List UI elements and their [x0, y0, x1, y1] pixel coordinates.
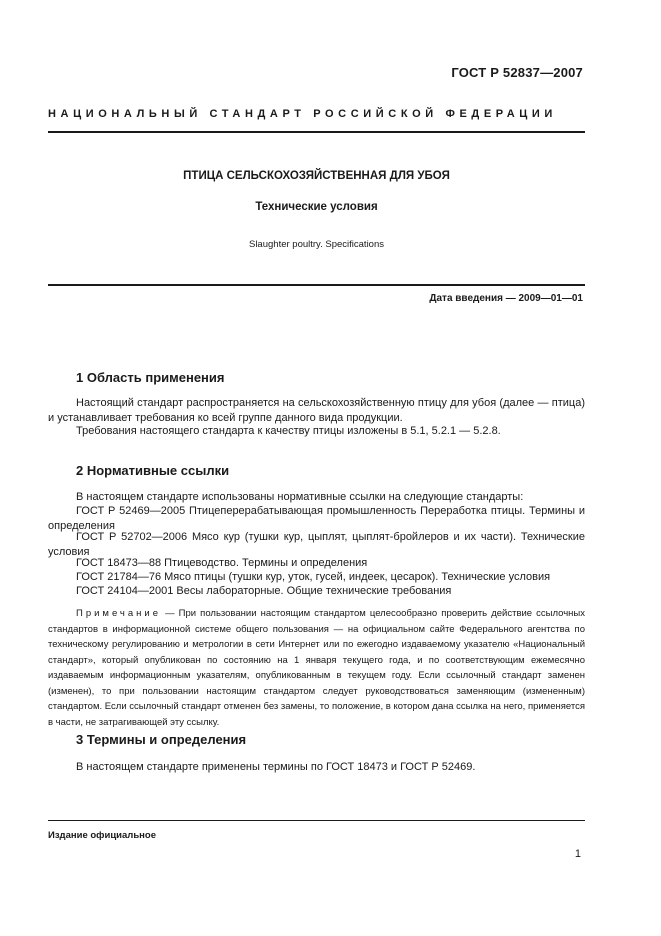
section-2-heading: 2 Нормативные ссылки	[76, 463, 230, 478]
note-label: Примечание	[76, 608, 161, 619]
section-1-paragraph-2-text: Требования настоящего стандарта к качеству птицы изложены в 5.1, 5.2.1 — 5.2.8.	[76, 425, 501, 437]
reference-item	[48, 570, 585, 585]
reference-item-text: ГОСТ 18473—88 Птицеводство. Термины и определения	[76, 557, 368, 569]
section-1-paragraph-1-text: Настоящий стандарт распространяется на сельскохозяйственную птицу для убоя (далее — птица) и устанавливает требования ко всей группе данного вида продукции.	[48, 397, 585, 424]
section-3-paragraph-1-text: В настоящем стандарте применены термины по ГОСТ 18473 и ГОСТ Р 52469.	[76, 761, 476, 773]
section-3-paragraph-1	[48, 760, 585, 775]
section-3-heading: 3 Термины и определения	[76, 732, 247, 747]
section-2-intro	[48, 490, 585, 505]
section-2-note	[48, 606, 585, 730]
reference-item	[48, 584, 585, 599]
top-divider	[48, 131, 585, 133]
national-standard-banner: НАЦИОНАЛЬНЫЙ СТАНДАРТ РОССИЙСКОЙ ФЕДЕРАЦИИ	[48, 108, 557, 120]
section-1-heading: 1 Область применения	[76, 370, 225, 385]
standard-subtitle: Технические условия	[255, 201, 378, 213]
reference-item-text: ГОСТ 21784—76 Мясо птицы (тушки кур, уток, гусей, индеек, цесарок). Технические условия	[76, 571, 551, 583]
note-text: — При пользовании настоящим стандартом целесообразно проверить действие ссылочных стандартов в информационной системе общего пользования — на официальном сайте Федерального агентства по техническому регулированию и метрологии в сети Интернет или по ежегодно издаваемому указателю «Национальный стандарт», который опубликован по состоянию на 1 января текущего года, и по соответствующим ежемесячно издаваемым информационным указателям, опубликованным в текущем году. Если ссылочный стандарт заменен (изменен), то при пользовании настоящим стандартом следует руководствоваться заменяющим (измененным) стандартом. Если ссылочный стандарт отменен без замены, то положение, в котором дана ссылка на него, применяется в части, не затрагивающей эту ссылку.	[48, 608, 585, 728]
section-2-intro-text: В настоящем стандарте использованы нормативные ссылки на следующие стандарты:	[76, 491, 524, 503]
english-title: Slaughter poultry. Specifications	[248, 239, 384, 250]
introduction-date: Дата введения — 2009—01—01	[429, 293, 583, 304]
section-1-paragraph-2	[48, 424, 585, 439]
official-edition-label: Издание официальное	[48, 830, 156, 841]
section-1-paragraph-1	[48, 396, 585, 426]
footer-divider	[48, 820, 585, 821]
document-code: ГОСТ Р 52837—2007	[451, 65, 583, 80]
reference-item	[48, 556, 585, 571]
page-number: 1	[574, 848, 581, 860]
reference-item-text: ГОСТ Р 52702—2006 Мясо кур (тушки кур, цыплят, цыплят-бройлеров и их части). Технические условия	[48, 531, 585, 558]
title-divider	[48, 284, 585, 286]
reference-item-text: ГОСТ Р 52469—2005 Птицеперерабатывающая промышленность Переработка птицы. Термины и определения	[48, 505, 585, 532]
standard-title: ПТИЦА СЕЛЬСКОХОЗЯЙСТВЕННАЯ ДЛЯ УБОЯ	[183, 170, 450, 182]
reference-item-text: ГОСТ 24104—2001 Весы лабораторные. Общие технические требования	[76, 585, 452, 597]
